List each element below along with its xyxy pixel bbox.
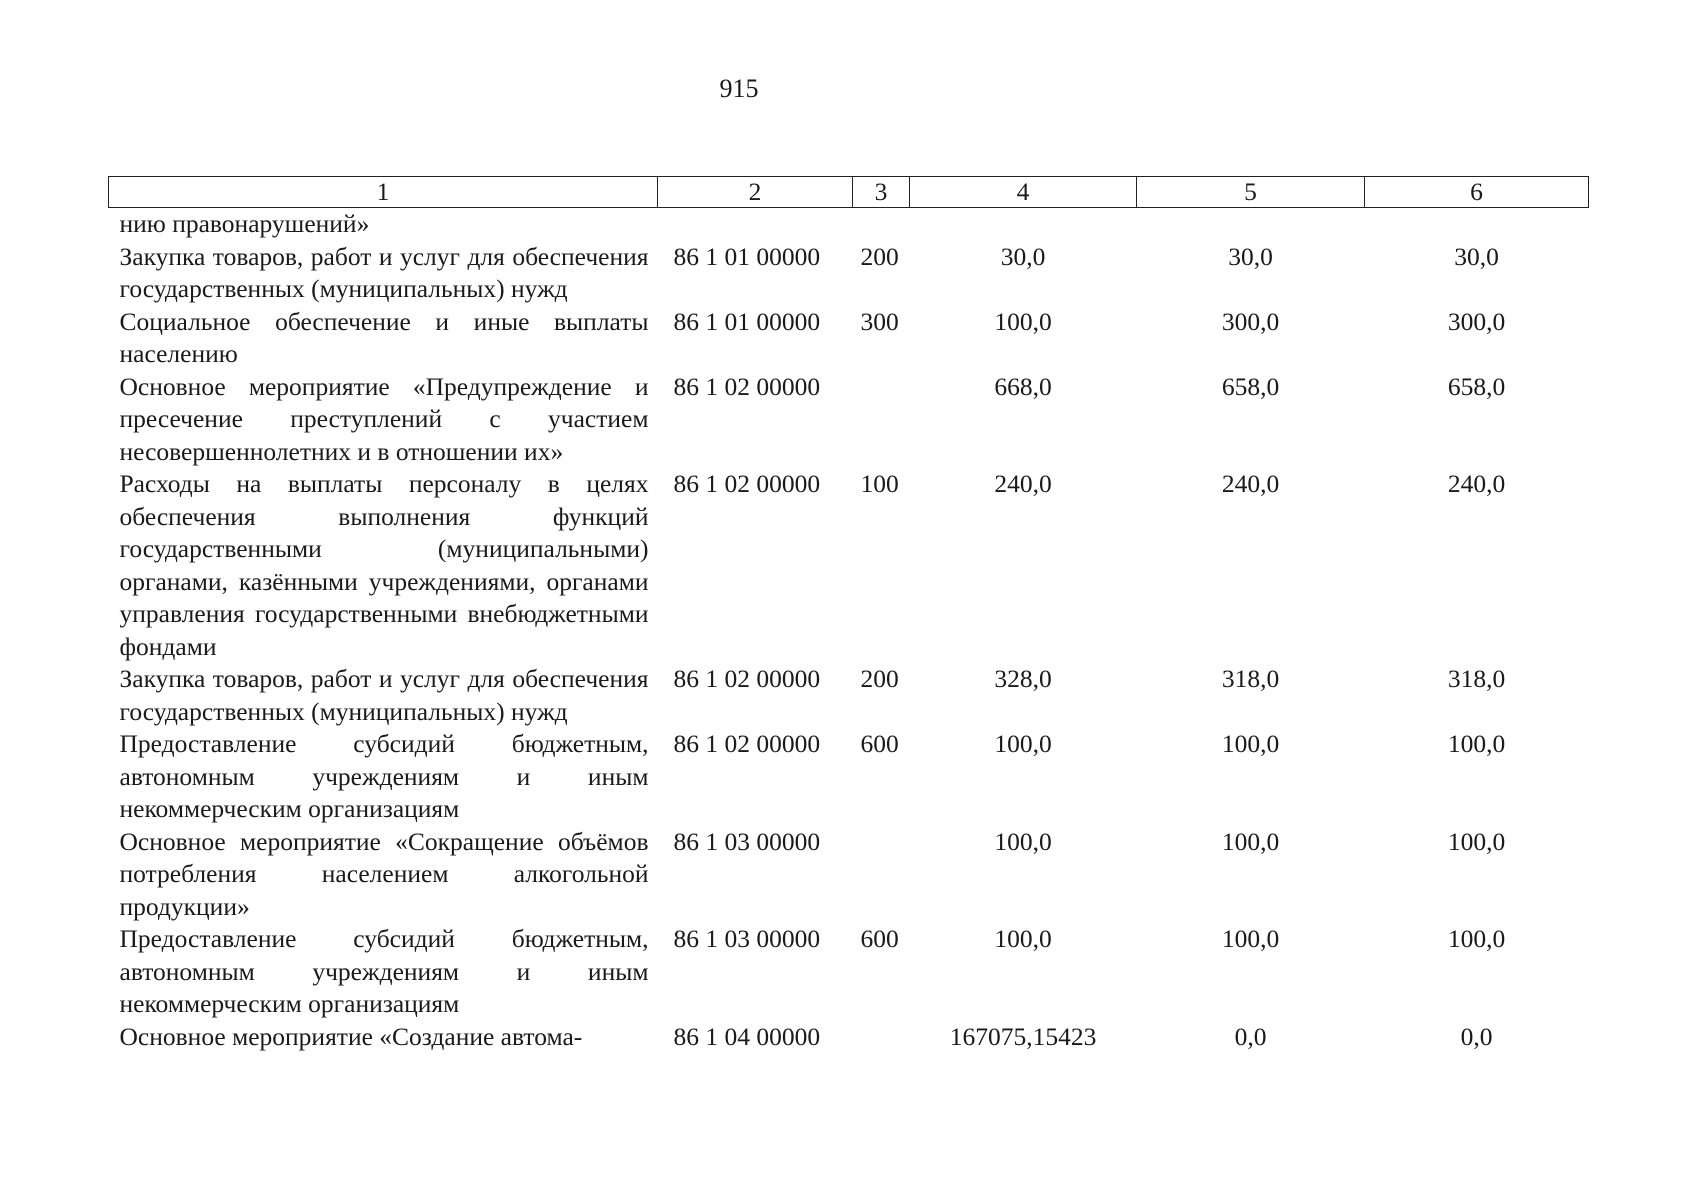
- row-value-5: 100,0: [1221, 826, 1280, 856]
- row-type: [853, 371, 910, 469]
- row-value-4: 100,0: [994, 826, 1052, 856]
- row-name: нию правонарушений»: [119, 209, 370, 238]
- table-row: [109, 371, 1589, 469]
- row-name: Закупка товаров, работ и услуг для обеспечения государственных (муниципальных) нужд: [119, 241, 649, 303]
- row-value-6: [1365, 208, 1589, 241]
- table-row: [109, 241, 1589, 306]
- row-type: 300: [860, 306, 899, 336]
- table-row: [109, 826, 1589, 924]
- row-value-5: 240,0: [1221, 469, 1280, 498]
- row-value-6: 0,0: [1460, 1021, 1493, 1051]
- row-value-4: [910, 208, 1137, 241]
- table-row: [109, 728, 1589, 826]
- row-name: Основное мероприятие «Создание автома-: [119, 1021, 583, 1051]
- row-name: Социальное обеспечение и иные выплаты населению: [119, 306, 649, 368]
- row-type: [853, 208, 910, 241]
- row-value-4: 100,0: [994, 924, 1052, 953]
- row-code: 86 1 04 00000: [673, 1021, 821, 1051]
- table-row: [109, 1021, 1589, 1054]
- row-value-6: 100,0: [1447, 729, 1506, 758]
- row-value-6: 100,0: [1447, 826, 1506, 856]
- row-value-4: 100,0: [994, 729, 1052, 758]
- row-code: 86 1 02 00000: [673, 371, 821, 401]
- row-type: [853, 1021, 910, 1054]
- row-value-4: 240,0: [994, 469, 1052, 498]
- row-value-5: 30,0: [1228, 241, 1273, 271]
- table-row: [109, 208, 1589, 241]
- row-value-6: 300,0: [1447, 306, 1506, 336]
- row-value-4: 668,0: [994, 371, 1052, 401]
- row-value-5: 0,0: [1234, 1021, 1267, 1051]
- row-value-5: 318,0: [1221, 664, 1280, 693]
- header-col-3: 3: [853, 177, 910, 208]
- row-name: Основное мероприятие «Сокращение объёмов потребления населением алкогольной продукции»: [119, 826, 649, 921]
- row-value-5: [1137, 208, 1365, 241]
- row-name: Основное мероприятие «Предупреждение и пресечение преступлений с участием несовершеннолетних и в отношении их»: [119, 371, 649, 466]
- table-header-row: [109, 177, 1589, 208]
- row-name: Предоставление субсидий бюджетным, автономным учреждениям и иным некоммерческим организациям: [119, 729, 649, 823]
- table-row: [109, 663, 1589, 728]
- row-value-4: 328,0: [994, 664, 1052, 693]
- row-code: 86 1 01 00000: [673, 306, 821, 336]
- header-col-4: 4: [910, 177, 1137, 208]
- row-code: [658, 208, 853, 241]
- row-value-4: 167075,15423: [949, 1021, 1097, 1051]
- row-value-6: 240,0: [1447, 469, 1506, 498]
- row-type: 200: [860, 664, 899, 693]
- row-value-6: 30,0: [1454, 241, 1499, 271]
- row-code: 86 1 02 00000: [673, 469, 821, 498]
- row-code: 86 1 02 00000: [673, 664, 821, 693]
- row-value-4: 100,0: [994, 306, 1052, 336]
- row-type: [853, 826, 910, 924]
- row-value-6: 100,0: [1447, 924, 1506, 953]
- row-name: Закупка товаров, работ и услуг для обеспечения государственных (муниципальных) нужд: [119, 664, 649, 726]
- header-col-2: 2: [658, 177, 853, 208]
- row-code: 86 1 02 00000: [673, 729, 821, 758]
- table-row: [109, 923, 1589, 1021]
- row-code: 86 1 01 00000: [673, 241, 821, 271]
- row-value-6: 318,0: [1447, 664, 1506, 693]
- row-type: 600: [860, 924, 899, 953]
- row-value-5: 100,0: [1221, 924, 1280, 953]
- table-row: [109, 468, 1589, 663]
- row-value-5: 300,0: [1221, 306, 1280, 336]
- row-code: 86 1 03 00000: [673, 924, 821, 953]
- header-col-1: 1: [109, 177, 658, 208]
- budget-table: [108, 176, 1589, 1053]
- row-name: Расходы на выплаты персоналу в целях обеспечения выполнения функций государственными (муниципальными) органами, казёнными учреждениями, органами управления государственными внебюджетными фондами: [119, 469, 649, 661]
- row-type: 100: [860, 469, 899, 498]
- row-code: 86 1 03 00000: [673, 826, 821, 856]
- header-col-5: 5: [1137, 177, 1365, 208]
- row-value-5: 658,0: [1221, 371, 1280, 401]
- page-number: 915: [719, 74, 759, 103]
- row-type: 200: [860, 241, 899, 271]
- row-type: 600: [860, 729, 899, 758]
- table-row: [109, 306, 1589, 371]
- row-value-6: 658,0: [1447, 371, 1506, 401]
- row-value-4: 30,0: [1000, 241, 1046, 271]
- header-col-6: 6: [1365, 177, 1589, 208]
- row-value-5: 100,0: [1221, 729, 1280, 758]
- row-name: Предоставление субсидий бюджетным, автономным учреждениям и иным некоммерческим организациям: [119, 924, 649, 1018]
